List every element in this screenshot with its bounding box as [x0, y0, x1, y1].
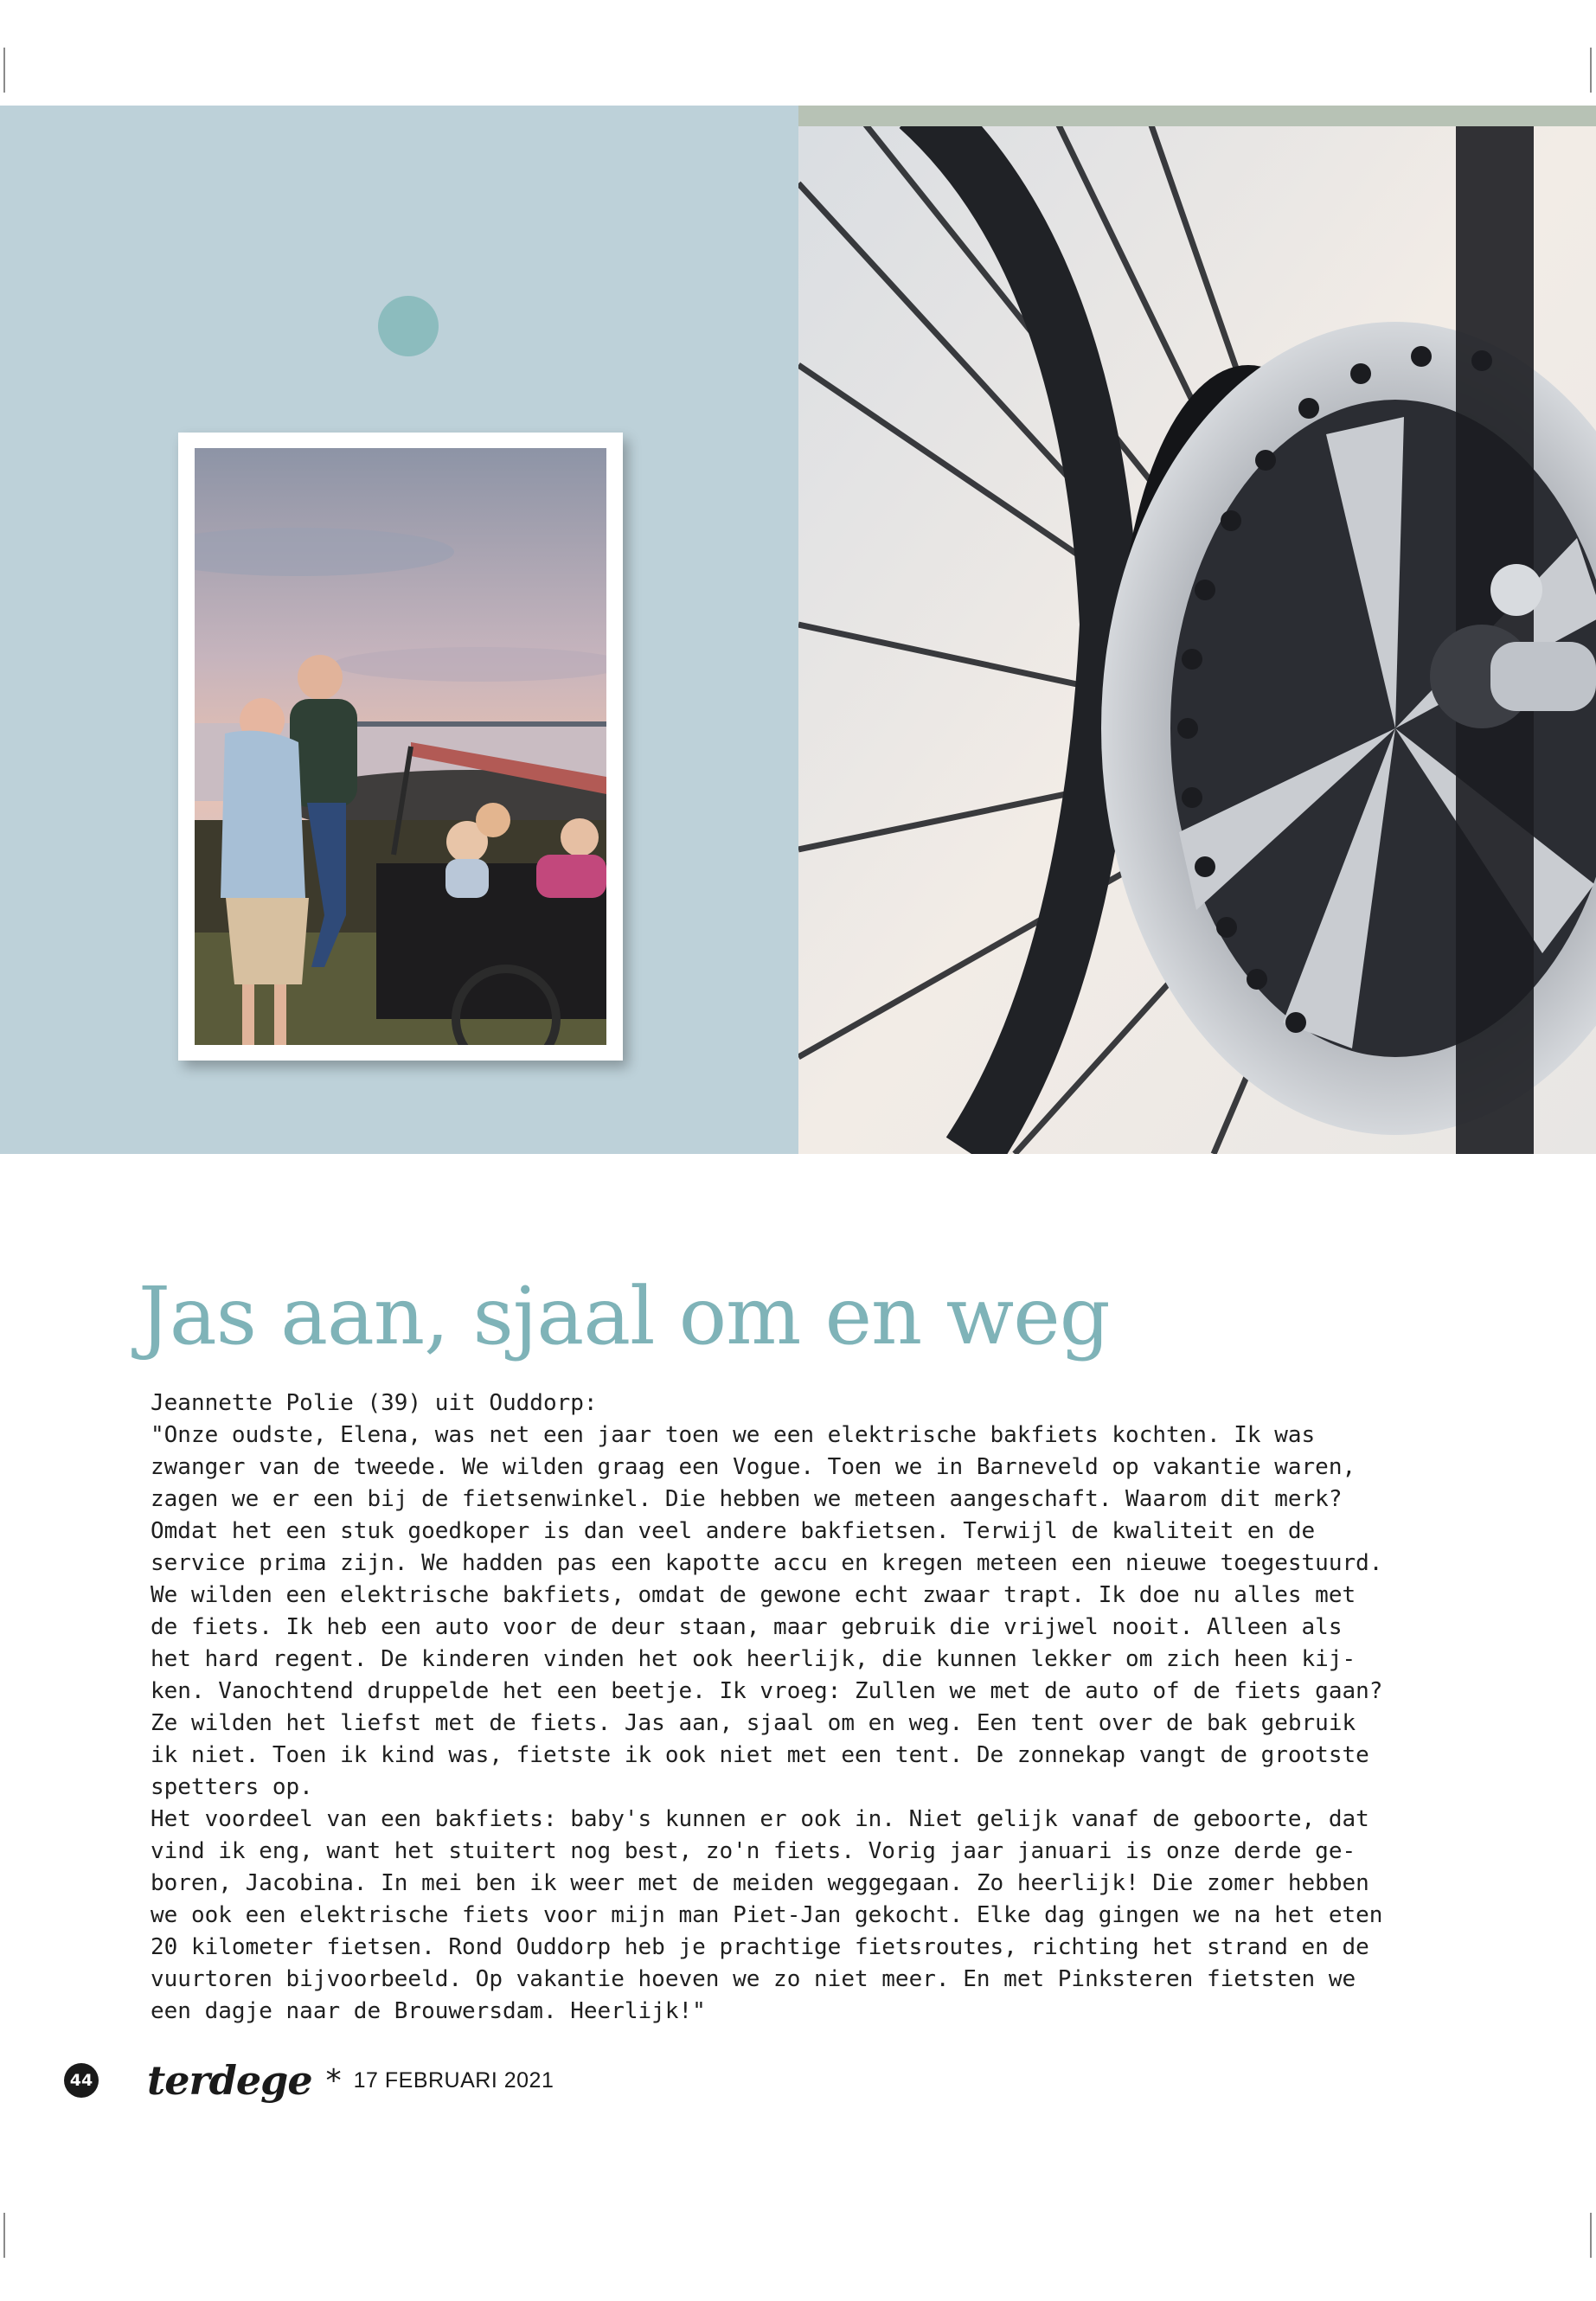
photo-pin — [378, 296, 439, 356]
article-line: boren, Jacobina. In mei ben ik weer met de meiden weggegaan. Zo heerlijk! Die zomer hebben — [151, 1870, 1369, 1896]
article-line: we ook een elektrische fiets voor mijn man Piet-Jan gekocht. Elke dag gingen we na het eten — [151, 1902, 1383, 1928]
article-line: Omdat het een stuk goedkoper is dan veel andere bakfietsen. Terwijl de kwaliteit en de — [151, 1518, 1316, 1544]
page-number-badge: 44 — [64, 2063, 99, 2098]
article-line: Jeannette Polie (39) uit Ouddorp: — [151, 1390, 598, 1416]
article-line: "Onze oudste, Elena, was net een jaar toen we een elektrische bakfiets kochten. Ik was — [151, 1422, 1316, 1448]
article-body — [151, 1388, 1448, 2028]
article-line: We wilden een elektrische bakfiets, omdat de gewone echt zwaar trapt. Ik doe nu alles met — [151, 1582, 1356, 1608]
article-line: ken. Vanochtend druppelde het een beetje. Ik vroeg: Zullen we met de auto of de fiets gaan? — [151, 1678, 1383, 1704]
issue-date: 17 FEBRUARI 2021 — [353, 2067, 554, 2093]
accent-bar — [798, 106, 1596, 126]
crop-mark-bottom-left — [3, 2213, 5, 2258]
article-line: zwanger van de tweede. We wilden graag een Vogue. Toen we in Barneveld op vakantie waren, — [151, 1454, 1356, 1480]
article-line: 20 kilometer fietsen. Rond Ouddorp heb je prachtige fietsroutes, richting het strand en de — [151, 1934, 1369, 1960]
article-line: vind ik eng, want het stuitert nog best, zo'n fiets. Vorig jaar januari is onze derde ge- — [151, 1838, 1356, 1864]
family-bakfiets-photo — [195, 448, 606, 1045]
asterisk-separator: * — [325, 2062, 342, 2099]
crop-mark-bottom-right — [1590, 2213, 1592, 2258]
article-line: een dagje naar de Brouwersdam. Heerlijk!" — [151, 1998, 706, 2024]
terdege-logo: terdege — [147, 2057, 312, 2104]
article-line: Ze wilden het liefst met de fiets. Jas aan, sjaal om en weg. Een tent over de bak gebruik — [151, 1710, 1356, 1736]
article-line: spetters op. — [151, 1774, 313, 1800]
article-line: ik niet. Toen ik kind was, fietste ik ook niet met een tent. De zonnekap vangt de grootste — [151, 1742, 1369, 1768]
article-line: Het voordeel van een bakfiets: baby's kunnen er ook in. Niet gelijk vanaf de geboorte, dat — [151, 1806, 1369, 1832]
family-photo-frame — [178, 433, 623, 1061]
article-line: het hard regent. De kinderen vinden het ook heerlijk, die kunnen lekker om zich heen kij- — [151, 1646, 1356, 1672]
crop-mark-top-left — [3, 48, 5, 93]
crop-mark-top-right — [1590, 48, 1592, 93]
bicycle-brake-photo — [798, 106, 1596, 1154]
article-headline: Jas aan, sjaal om en weg — [138, 1270, 1110, 1362]
article-line: zagen we er een bij de fietsenwinkel. Die hebben we meteen aangeschaft. Waarom dit merk? — [151, 1486, 1343, 1512]
article-line: de fiets. Ik heb een auto voor de deur staan, maar gebruik die vrijwel nooit. Alleen als — [151, 1614, 1343, 1640]
page-footer — [64, 2057, 554, 2104]
article-line: service prima zijn. We hadden pas een kapotte accu en kregen meteen een nieuwe toegestuurd. — [151, 1550, 1383, 1576]
article-line: vuurtoren bijvoorbeeld. Op vakantie hoeven we zo niet meer. En met Pinksteren fietsten we — [151, 1966, 1356, 1992]
hero-color-panel — [0, 106, 798, 1154]
